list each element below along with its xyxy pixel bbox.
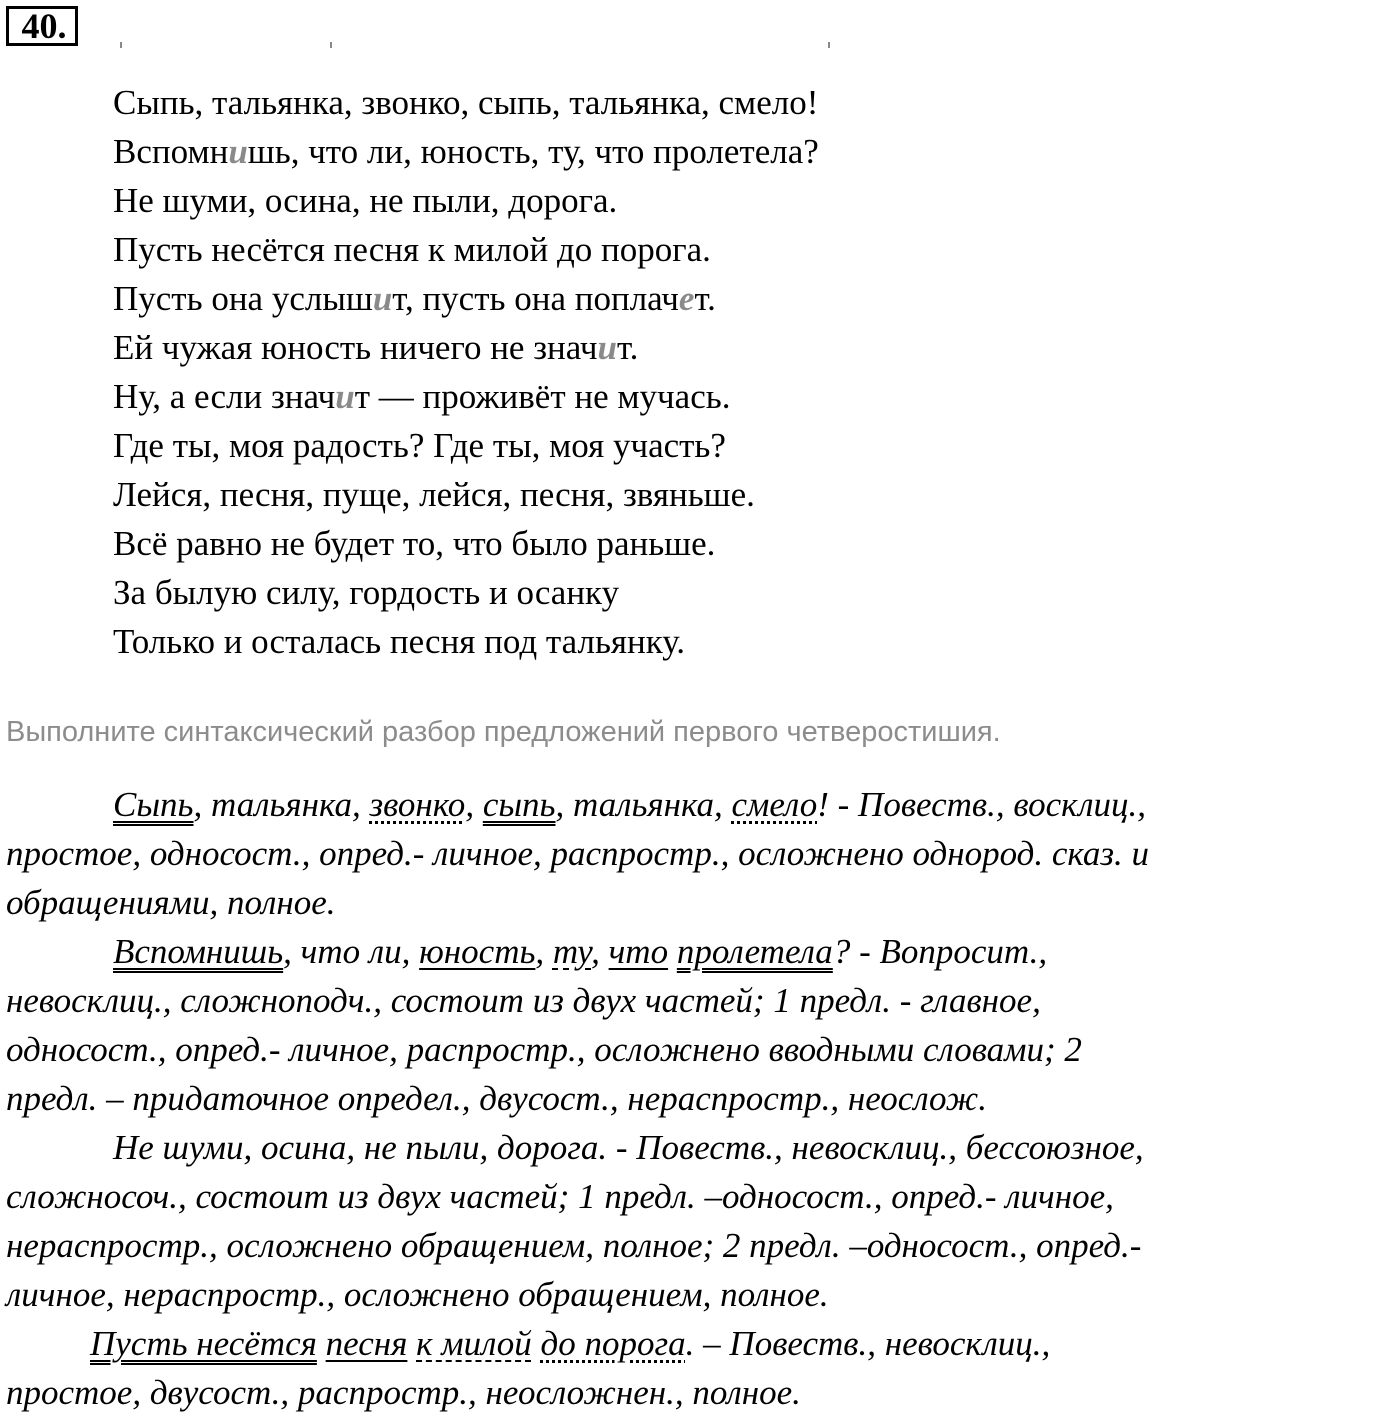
poem-line xyxy=(113,78,819,127)
answer-text-segment: , тальянка, xyxy=(555,785,732,824)
answer-text xyxy=(6,780,1396,1417)
answer-line xyxy=(6,1172,1396,1221)
answer-line xyxy=(6,829,1396,878)
underlined-sentence-member: что xyxy=(608,932,669,971)
underlined-sentence-member: звонко xyxy=(369,785,466,824)
answer-text-segment: нераспростр., осложнено обращением, полное; 2 предл. –односост., опред.- xyxy=(6,1226,1142,1265)
poem-text-segment: За былую силу, гордость и осанку xyxy=(113,573,620,612)
underlined-sentence-member: ту xyxy=(552,932,592,971)
answer-text-segment: предл. – придаточное определ., двусост., нераспростр., неослож. xyxy=(6,1079,987,1118)
underlined-sentence-member: Вспомнишь xyxy=(113,932,284,971)
underlined-sentence-member: юность xyxy=(419,932,536,971)
poem-text-segment: Лейся, песня, пуще, лейся, песня, звяньше. xyxy=(113,475,755,514)
poem-line xyxy=(113,127,819,176)
underlined-sentence-member: к милой xyxy=(416,1324,532,1363)
answer-line xyxy=(6,1270,1396,1319)
answer-text-segment: , xyxy=(465,785,483,824)
highlighted-letter: и xyxy=(335,377,355,416)
poem-text xyxy=(113,78,819,666)
answer-text-segment: простое, двусост., распростр., неосложнен., полное. xyxy=(6,1373,801,1412)
answer-text-segment: односост., опред.- личное, распростр., осложнено вводными словами; 2 xyxy=(6,1030,1082,1069)
answer-text-segment: сложносоч., состоит из двух частей; 1 предл. –односост., опред.- личное, xyxy=(6,1177,1114,1216)
poem-text-segment: Вспомн xyxy=(113,132,229,171)
answer-text-segment: , xyxy=(535,932,553,971)
answer-text-segment: обращениями, полное. xyxy=(6,883,336,922)
underlined-sentence-member: смело xyxy=(731,785,818,824)
answer-text-segment: , xyxy=(591,932,609,971)
task-text: Выполните синтаксический разбор предложений первого четверостишия. xyxy=(6,716,1001,748)
poem-text-segment: т. xyxy=(616,328,639,367)
answer-line xyxy=(6,1123,1396,1172)
poem-line xyxy=(113,568,819,617)
poem-text-segment: Не шуми, осина, не пыли, дорога. xyxy=(113,181,618,220)
poem-text-segment: т — проживёт не мучась. xyxy=(354,377,731,416)
poem-text-segment: шь, что ли, юность, ту, что пролетела? xyxy=(247,132,819,171)
poem-line xyxy=(113,176,819,225)
highlighted-letter: и xyxy=(228,132,248,171)
answer-text-segment xyxy=(317,1324,326,1363)
answer-line xyxy=(6,1368,1396,1417)
poem-text-segment: Пусть она услыш xyxy=(113,279,373,318)
scan-mark xyxy=(828,42,830,48)
answer-text-segment xyxy=(668,932,677,971)
poem-line xyxy=(113,421,819,470)
poem-text-segment: Сыпь, тальянка, звонко, сыпь, тальянка, смело! xyxy=(113,83,819,122)
poem-line xyxy=(113,323,819,372)
answer-text-segment: , тальянка, xyxy=(193,785,370,824)
answer-line xyxy=(6,927,1396,976)
answer-line xyxy=(6,1025,1396,1074)
poem-text-segment: Где ты, моя радость? Где ты, моя участь? xyxy=(113,426,726,465)
poem-text-segment: Только и осталась песня под тальянку. xyxy=(113,622,685,661)
highlighted-letter: и xyxy=(372,279,393,318)
answer-text-segment xyxy=(407,1324,416,1363)
answer-text-segment: ? - Вопросит., xyxy=(832,932,1048,971)
answer-text-segment: личное, нераспростр., осложнено обращением, полное. xyxy=(6,1275,829,1314)
poem-line xyxy=(113,519,819,568)
poem-line xyxy=(113,372,819,421)
poem-line xyxy=(113,470,819,519)
answer-text-segment: простое, односост., опред.- личное, распростр., осложнено однород. сказ. и xyxy=(6,834,1150,873)
answer-line xyxy=(6,878,1396,927)
highlighted-letter: и xyxy=(597,328,617,367)
answer-line xyxy=(6,780,1396,829)
underlined-sentence-member: пролетела xyxy=(676,932,833,971)
underlined-sentence-member: Пусть несётся xyxy=(90,1324,317,1363)
highlighted-letter: е xyxy=(678,279,695,318)
underlined-sentence-member: до порога xyxy=(540,1324,686,1363)
poem-text-segment: Ей чужая юность ничего не знач xyxy=(113,328,598,367)
poem-line xyxy=(113,617,819,666)
poem-line xyxy=(113,225,819,274)
poem-text-segment: Всё равно не будет то, что было раньше. xyxy=(113,524,716,563)
underlined-sentence-member: Сыпь xyxy=(113,785,194,824)
poem-text-segment: Ну, а если знач xyxy=(113,377,336,416)
poem-text-segment: т, пусть она поплач xyxy=(392,279,679,318)
answer-line xyxy=(6,1319,1396,1368)
answer-text-segment: , что ли, xyxy=(283,932,420,971)
answer-text-segment xyxy=(532,1324,541,1363)
answer-line xyxy=(6,976,1396,1025)
answer-text-segment: . – Повеств., невосклиц., xyxy=(685,1324,1051,1363)
scan-mark xyxy=(120,42,122,48)
answer-line xyxy=(6,1221,1396,1270)
answer-text-segment: Не шуми, осина, не пыли, дорога. - Повеств., невосклиц., бессоюзное, xyxy=(113,1128,1144,1167)
poem-text-segment: т. xyxy=(694,279,716,318)
answer-line xyxy=(6,1074,1396,1123)
answer-text-segment: невосклиц., сложноподч., состоит из двух частей; 1 предл. - главное, xyxy=(6,981,1041,1020)
scan-mark xyxy=(330,42,332,48)
answer-text-segment: ! - Повеств., восклиц., xyxy=(817,785,1146,824)
poem-text-segment: Пусть несётся песня к милой до порога. xyxy=(113,230,711,269)
underlined-sentence-member: песня xyxy=(325,1324,408,1363)
underlined-sentence-member: сыпь xyxy=(482,785,556,824)
poem-line xyxy=(113,274,819,323)
exercise-number: 40. xyxy=(6,6,78,46)
